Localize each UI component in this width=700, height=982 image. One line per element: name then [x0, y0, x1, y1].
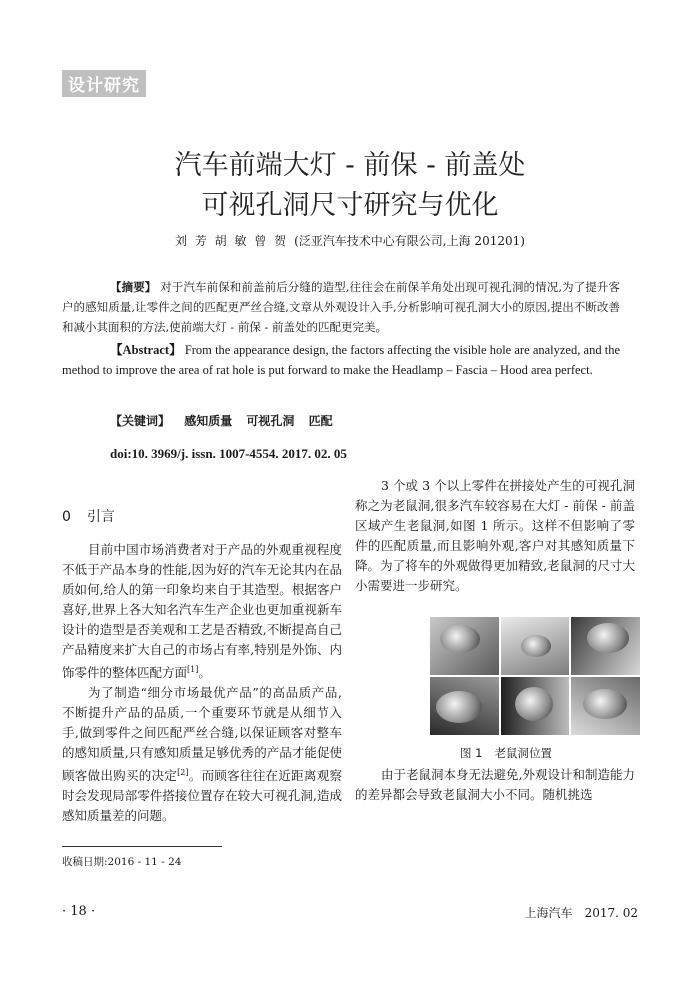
abstract-en: [62, 340, 620, 380]
citation-1: [1]: [187, 665, 199, 674]
section-heading: [62, 506, 115, 526]
authors: [0, 232, 700, 249]
doi: doi:10. 3969/j. issn. 1007-4554. 2017. 02. 05: [110, 446, 347, 461]
abstract-zh-text: 对于汽车前保和前盖前后分缝的造型,往往会在前保羊角处出现可视孔洞的情况,为了提升客户的感知质量,让零件之间的匹配更严丝合缝,文章从外观设计入手,分析影响可视孔洞大小的原因,提出不断改善和减小其面积的方法,使前端大灯 - 前保 - 前盖处的匹配更完美。: [62, 280, 621, 334]
abstract-zh: [62, 277, 620, 337]
keywords: [110, 412, 333, 429]
figure-caption-text: 老鼠洞位置: [494, 746, 552, 760]
photo-rat-hole-6: [571, 677, 640, 735]
keywords-tag: 【关键词】: [110, 414, 171, 428]
journal-name: 上海汽车: [524, 906, 573, 920]
abstract-en-tag: 【Abstract】: [110, 343, 182, 357]
paragraph: 3 个或 3 个以上零件在拼接处产生的可视孔洞称之为老鼠洞,很多汽车较容易在大灯 - 前保 - 前盖区域产生老鼠洞,如图 1 所示。这样不但影响了零件的匹配质量,而且影响外观,客户对其感知质量下降。为了将车的外观做得更加精致,老鼠洞的尺寸大小需要进一步研究。: [355, 478, 635, 593]
title-line-2: 可视孔洞尺寸研究与优化: [201, 190, 499, 221]
author-affiliation: (泛亚汽车技术中心有限公司,上海 201201): [294, 234, 525, 248]
paragraph: 为了制造“细分市场最优产品”的高品质产品,不断提升产品的品质,一个重要环节就是从细节入手,做到零件之间匹配严丝合缝,以保证顾客对整车的感知质量,只有感知质量足够优秀的产品才能促使顾客做出购买的决定[2]。而顾客往往在近距离观察时会发现局部零件搭接位置存在较大可视孔洞,造成感知质量差的问题。: [62, 685, 342, 824]
right-column-continued: [355, 765, 635, 805]
page-number: · 18 ·: [62, 904, 96, 919]
citation-2: [2]: [177, 768, 189, 778]
right-column: [355, 476, 635, 596]
keyword-1: 感知质量: [184, 414, 233, 428]
section-number: 0: [62, 509, 71, 525]
photo-rat-hole-3: [571, 617, 640, 675]
keyword-3: 匹配: [308, 414, 333, 428]
photo-rat-hole-1: [430, 617, 499, 675]
keyword-2: 可视孔洞: [246, 414, 295, 428]
author-names: 刘 芳 胡 敏 曾 贺: [175, 234, 289, 248]
journal-info: [513, 904, 638, 921]
abstract-en-text: From the appearance design, the factors affecting the visible hole are analyzed, and the method to improve the area of rat hole is put forward to make the Headlamp – Fascia – Hood area perfect.: [62, 343, 621, 377]
figure-1-photos: [430, 617, 640, 735]
photo-rat-hole-2: [501, 617, 570, 675]
journal-issue: 2017. 02: [584, 906, 638, 920]
section-title: 引言: [86, 509, 115, 525]
figure-label: 图 1: [460, 746, 483, 760]
figure-caption: [460, 745, 552, 761]
title-line-1: 汽车前端大灯 - 前保 - 前盖处: [174, 150, 526, 181]
footnote-received-date: 收稿日期:2016 - 11 - 24: [62, 856, 182, 868]
left-column: [62, 540, 342, 826]
section-banner: 设计研究: [62, 70, 146, 97]
abstract-zh-tag: 【摘要】: [110, 280, 157, 294]
article-title: [0, 146, 700, 226]
paragraph: 目前中国市场消费者对于产品的外观重视程度不低于产品本身的性能,因为好的汽车无论其内在品质如何,给人的第一印象均来自于其造型。根据客户喜好,世界上各大知名汽车生产企业也更加重视新车设计的造型是否美观和工艺是否精致,不断提高自己产品精度来扩大自己的市场占有率,特别是外饰、内饰零件的整体匹配方面[1]。: [62, 542, 342, 681]
paragraph: 由于老鼠洞本身无法避免,外观设计和制造能力的差异都会导致老鼠洞大小不同。随机挑选: [355, 767, 635, 802]
footnote-divider: [62, 846, 222, 847]
photo-rat-hole-4: [430, 677, 499, 735]
photo-rat-hole-5: [501, 677, 570, 735]
